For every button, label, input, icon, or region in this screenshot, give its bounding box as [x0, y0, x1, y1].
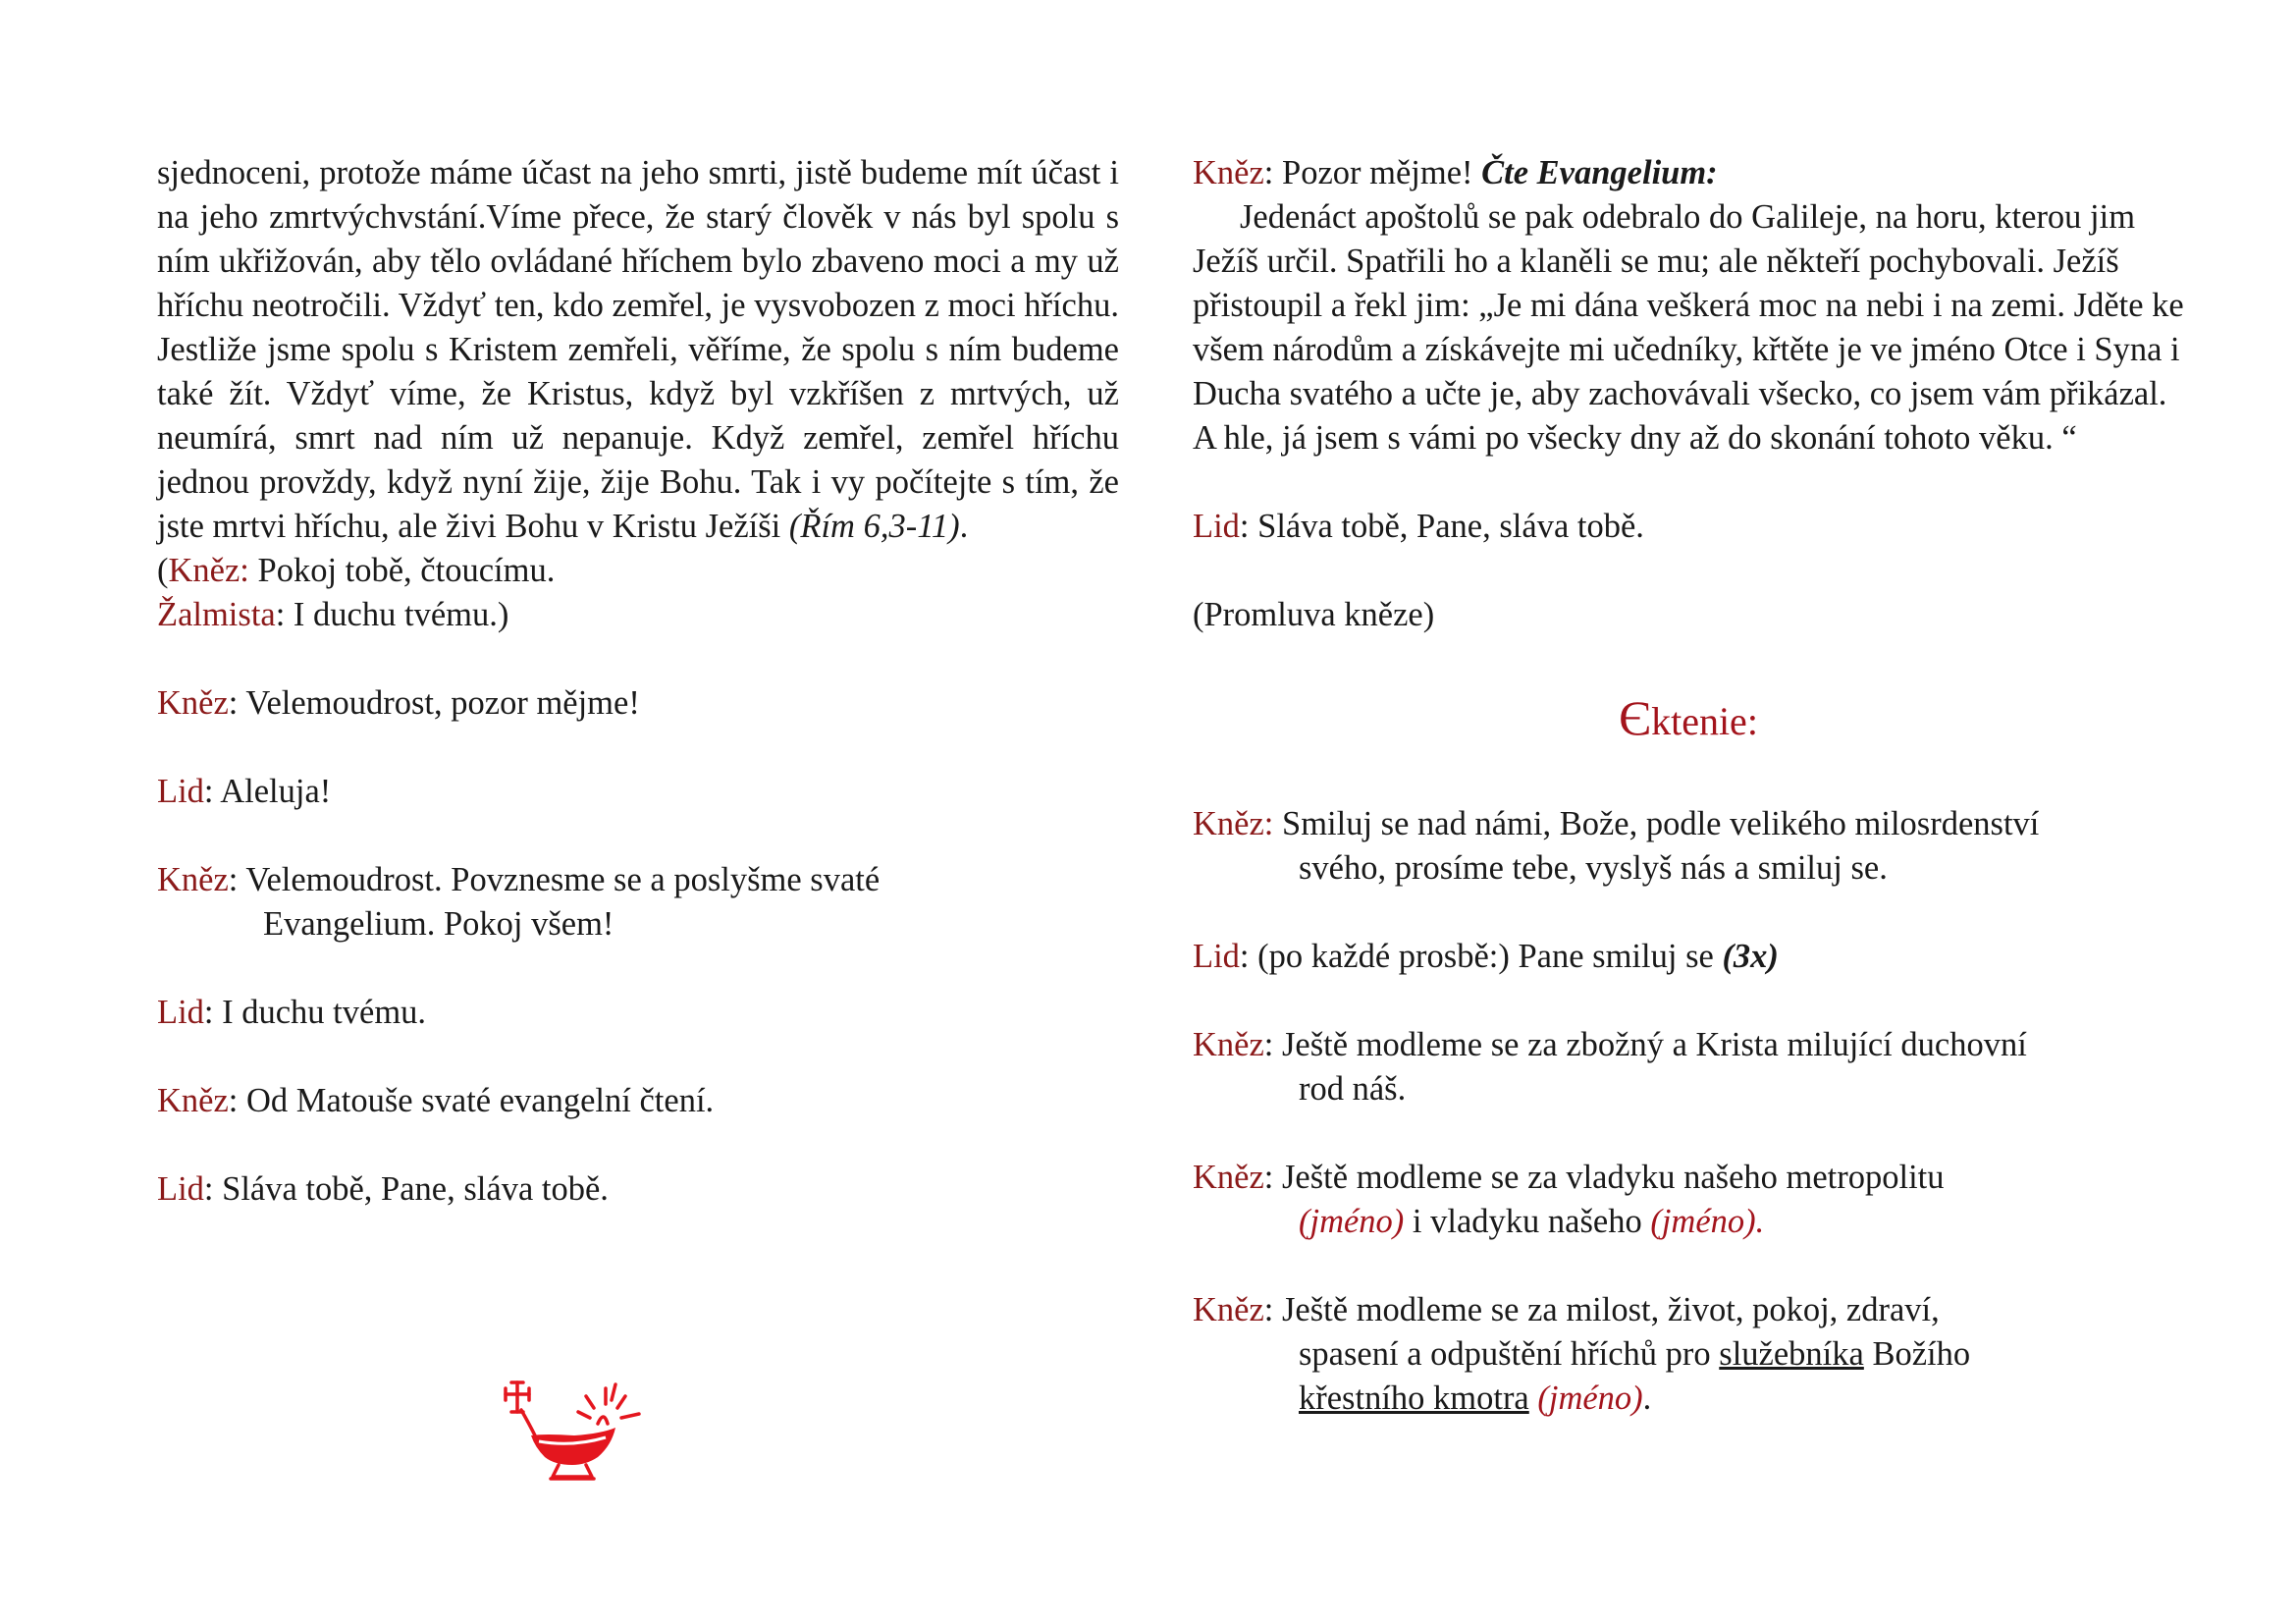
- petition: [1193, 1156, 2184, 1200]
- exchange-line: [157, 593, 1119, 637]
- exchange-text: : I duchu tvému.): [275, 596, 509, 633]
- gospel-rubric: Čte Evangelium:: [1481, 154, 1718, 191]
- speaker-label: Kněz:: [168, 552, 249, 589]
- dialog-line: [157, 1167, 1119, 1212]
- petition-end: .: [1642, 1380, 1652, 1417]
- speaker-label: Kněz: [1193, 1291, 1264, 1328]
- petition: [1193, 802, 2184, 846]
- speaker-label: Kněz: [157, 1082, 229, 1119]
- speaker-label: Kněz: [1193, 1159, 1264, 1196]
- name-placeholder: (jméno): [1299, 1203, 1405, 1240]
- homily-note: (Promluva kněze): [1193, 596, 1435, 633]
- underlined-word: služebníka: [1719, 1335, 1864, 1373]
- gospel-text: Jedenáct apoštolů se pak odebralo do Galileje, na horu, kterou jim Ježíš určil. Spatřili ho a klaněli se mu; ale někteří pochybovali. Ježíš přistoupil a řekl jim: „Je mi dána veškerá moc na nebi i na zemi. Jděte ke všem národům a získávejte mi učedníky, křtěte je ve jméno Otce i Syna i Ducha svatého a učte je, aby zachovávali všecko, co jsem vám přikázal. A hle, já jsem s vámi po všecky dny až do skonání tohoto věku. “: [1193, 198, 2184, 457]
- gospel-call-line: [1193, 151, 2184, 195]
- speaker-label: Lid: [157, 1170, 204, 1208]
- response-text: : Sláva tobě, Pane, sláva tobě.: [1239, 508, 1644, 545]
- speaker-label: Lid: [1193, 938, 1240, 975]
- petition-continuation: [1193, 1332, 2184, 1377]
- dialog-text: : Aleluja!: [203, 773, 332, 810]
- repeat-count: (3x): [1722, 938, 1779, 975]
- dialog-line: [157, 770, 1119, 814]
- petition: [1193, 1288, 2184, 1332]
- petition-text: i vladyku našeho: [1404, 1203, 1651, 1240]
- underlined-word: křestního kmotra: [1299, 1380, 1529, 1417]
- epistle-end: .: [959, 508, 969, 545]
- epistle-reference: (Řím 6,3-11): [788, 508, 960, 545]
- petition-continuation: [1193, 1200, 2184, 1244]
- oil-lamp-icon: [496, 1375, 648, 1488]
- name-placeholder: (jméno).: [1650, 1203, 1765, 1240]
- petition-text: : Ještě modleme se za zbožný a Krista milující duchovní: [1263, 1026, 2027, 1063]
- dialog-text: : Velemoudrost. Povznesme se a poslyšme svaté: [228, 861, 881, 898]
- epistle-text: sjednoceni, protože máme účast na jeho smrti, jistě budeme mít účast i na jeho zmrtvýchvstání.Víme přece, že starý člověk v nás byl spolu s ním ukřižován, aby tělo ovládané hříchem bylo zbaveno moci a my už hříchu neotročili. Vždyť ten, kdo zemřel, je vysvobozen z moci hříchu. Jestliže jsme spolu s Kristem zemřeli, věříme, že spolu s ním budeme také žít. Vždyť víme, že Kristus, když byl vzkříšen z mrtvých, už neumírá, smrt nad ním už nepanuje. Když zemřel, zemřel hříchu jednou provždy, když nyní žije, žije Bohu. Tak i vy počítejte s tím, že jste mrtvi hříchu, ale živi Bohu v Kristu Ježíši: [157, 154, 1119, 545]
- response-text: : (po každé prosbě:) Pane smiluj se: [1239, 938, 1723, 975]
- dialog-line: [157, 681, 1119, 726]
- right-page: [1193, 151, 2184, 1421]
- speaker-label: Lid: [1193, 508, 1240, 545]
- dialog-text: : Velemoudrost, pozor mějme!: [228, 684, 640, 722]
- speaker-label: Lid: [157, 994, 204, 1031]
- dialog-line: [157, 858, 1119, 902]
- speaker-label: Kněz:: [1193, 805, 1274, 842]
- left-page: [157, 151, 1119, 1212]
- heading-initial: Є: [1619, 690, 1652, 745]
- dialog-text: : I duchu tvému.: [203, 994, 427, 1031]
- petition-text: Smiluj se nad námi, Bože, podle velikého milosrdenství: [1273, 805, 2040, 842]
- petition-text: Božího: [1863, 1335, 1971, 1373]
- petition-continuation: rod náš.: [1299, 1070, 1407, 1108]
- gospel-call: : Pozor mějme!: [1263, 154, 1482, 191]
- exchange-line: [157, 549, 1119, 593]
- heading-rest: ktenie:: [1651, 699, 1758, 743]
- petition: [1193, 1023, 2184, 1067]
- petition-text: spasení a odpuštění hříchů pro: [1299, 1335, 1720, 1373]
- exchange-text: Pokoj tobě, čtoucímu.: [248, 552, 556, 589]
- paren-open: (: [157, 552, 169, 589]
- people-response: [1193, 935, 2184, 979]
- response-line: [1193, 505, 2184, 549]
- dialog-line: [157, 1079, 1119, 1123]
- petition-continuation: svého, prosíme tebe, vyslyš nás a smiluj se.: [1299, 849, 1888, 887]
- speaker-label: Kněz: [157, 684, 229, 722]
- petition-text: : Ještě modleme se za vladyku našeho metropolitu: [1263, 1159, 1945, 1196]
- section-heading: [1193, 690, 2184, 745]
- petition-continuation: [1193, 1377, 2184, 1421]
- speaker-label: Žalmista: [157, 596, 276, 633]
- dialog-line: [157, 991, 1119, 1035]
- speaker-label: Kněz: [1193, 1026, 1264, 1063]
- speaker-label: Kněz: [1193, 154, 1264, 191]
- dialog-text: : Sláva tobě, Pane, sláva tobě.: [203, 1170, 609, 1208]
- speaker-label: Lid: [157, 773, 204, 810]
- epistle-reading: [157, 151, 1119, 549]
- name-placeholder: (jméno): [1537, 1380, 1643, 1417]
- petition-text: : Ještě modleme se za milost, život, pokoj, zdraví,: [1263, 1291, 1940, 1328]
- dialog-continuation: Evangelium. Pokoj všem!: [263, 905, 614, 943]
- dialog-text: : Od Matouše svaté evangelní čtení.: [228, 1082, 715, 1119]
- speaker-label: Kněz: [157, 861, 229, 898]
